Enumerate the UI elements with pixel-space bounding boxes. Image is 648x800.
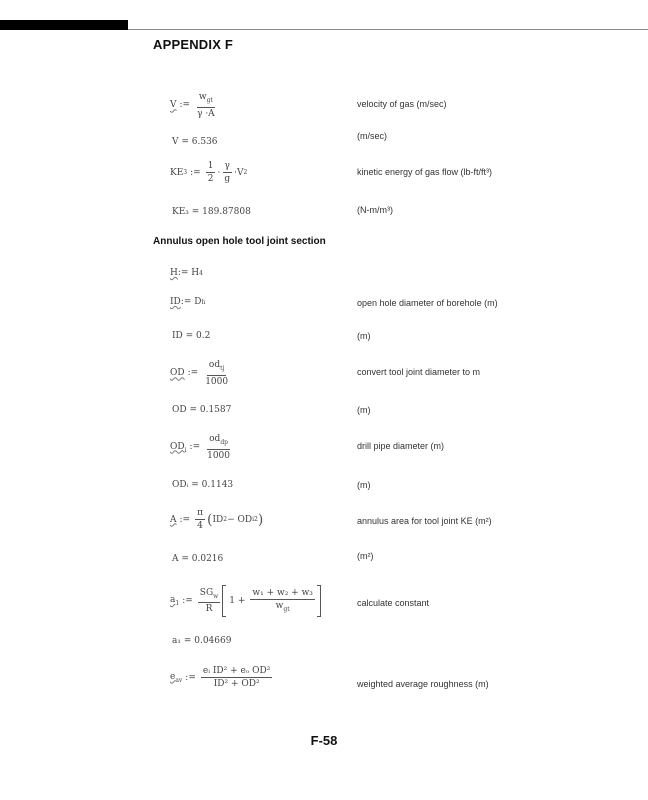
description-od-unit: (m)	[357, 405, 371, 415]
right-bracket	[317, 585, 321, 617]
eq-assign: :=	[187, 368, 199, 379]
equation-constant-value: a₁ = 0.04669	[172, 636, 232, 646]
description-roughness: weighted average roughness (m)	[357, 679, 489, 689]
frac-denominator: g	[224, 174, 231, 184]
frac-numerator: w	[198, 92, 207, 102]
eq-tail: ·V	[234, 167, 244, 178]
appendix-title: APPENDIX F	[153, 37, 234, 52]
equation-id-definition	[170, 297, 205, 307]
equation-area-value: A = 0.0216	[172, 554, 224, 564]
equation-h-definition	[170, 268, 203, 278]
frac-numerator-sub: dp	[220, 438, 228, 446]
eq-lhs: A	[170, 514, 177, 525]
eq-lhs: OD	[170, 441, 185, 452]
header-rule	[128, 29, 648, 30]
eq-rhs-sub: h	[201, 298, 206, 306]
frac-numerator: π	[197, 508, 203, 518]
eq-fraction-half	[206, 161, 216, 184]
equation-odi-value: ODᵢ = 0.1143	[172, 480, 234, 490]
frac-numerator: od	[208, 360, 221, 370]
frac-denominator: 1000	[205, 376, 229, 387]
section-title: Annulus open hole tool joint section	[153, 236, 326, 247]
eq-assign: :=	[189, 442, 201, 453]
frac-denominator: R	[205, 604, 213, 615]
frac-denominator: 1000	[207, 450, 231, 461]
eq-inner-fraction	[250, 588, 314, 615]
frac-numerator: SG	[199, 587, 214, 598]
equation-kinetic-energy-value: KE₃ = 189.87808	[172, 207, 251, 217]
frac-numerator: w₁ + w₂ + w₃	[252, 587, 313, 598]
frac-numerator: od	[209, 434, 221, 444]
eq-fraction	[198, 588, 221, 615]
description-convert-tool-joint: convert tool joint diameter to m	[357, 367, 481, 377]
equation-velocity-definition	[170, 92, 219, 119]
frac-denominator: γ ·A	[197, 108, 215, 119]
equation-odi-definition	[170, 434, 234, 461]
eq-rhs-sub: 4	[199, 269, 203, 277]
frac-denominator-sub: gt	[283, 605, 290, 613]
eq-lhs: a	[170, 595, 176, 606]
frac-numerator-sub: tj	[220, 364, 225, 372]
description-kinetic-energy-unit: (N-m/m³)	[357, 205, 393, 215]
eq-plus: 1 +	[229, 596, 246, 606]
equation-constant-definition	[170, 585, 321, 617]
eq-assign: :=	[182, 596, 193, 606]
equation-area-definition: A := $\frac{\pi}{4}$ ( ID 2 − OD i 2 )	[170, 508, 264, 531]
frac-denominator: 2	[207, 174, 214, 184]
header-bar	[0, 20, 128, 30]
eq-fraction	[205, 434, 232, 461]
eq-fraction	[195, 92, 217, 119]
frac-numerator: eᵢ ID² + eₒ OD²	[202, 666, 271, 676]
description-area-unit: (m²)	[357, 551, 374, 561]
description-velocity: velocity of gas (m/sec)	[357, 99, 447, 109]
description-id-unit: (m)	[357, 331, 371, 341]
equation-kinetic-energy-definition: KE 3 := $\frac{1}{2}$ · $\frac{\gamma}{g}$ ·V 2	[170, 161, 248, 184]
equation-velocity-value: V = 6.536	[172, 137, 218, 147]
equation-id-value: ID = 0.2	[172, 331, 211, 341]
eq-fraction	[201, 666, 273, 689]
eq-lhs-sub: i	[184, 446, 187, 454]
eq-lhs: ID	[170, 297, 181, 307]
frac-numerator: 1	[207, 161, 214, 171]
description-calculate-constant: calculate constant	[357, 598, 430, 608]
description-velocity-unit: (m/sec)	[357, 131, 387, 141]
eq-assign: :=	[190, 167, 201, 178]
description-annulus-area: annulus area for tool joint KE (m²)	[357, 516, 492, 526]
frac-denominator: w	[275, 600, 284, 611]
eq-rhs: := D	[180, 297, 202, 307]
page-number: F-58	[310, 733, 338, 748]
description-open-hole-diameter: open hole diameter of borehole (m)	[357, 298, 498, 308]
eq-body: ID	[212, 514, 224, 525]
equation-od-value: OD = 0.1587	[172, 405, 232, 415]
frac-numerator: γ	[224, 161, 230, 171]
equation-od-definition	[170, 360, 232, 387]
eq-tail-sup: 2	[243, 169, 248, 176]
eq-fraction	[195, 508, 205, 531]
eq-body2-sup: 2	[254, 516, 258, 523]
eq-lhs: V	[170, 100, 177, 111]
eq-assign: :=	[179, 514, 191, 525]
eq-lhs: H	[170, 268, 178, 278]
eq-body2-sub: i	[252, 516, 254, 523]
description-odi-unit: (m)	[357, 480, 371, 490]
eq-assign: :=	[179, 100, 191, 111]
eq-lhs-sub: av	[175, 676, 183, 684]
description-drill-pipe-diameter: drill pipe diameter (m)	[357, 441, 445, 451]
frac-denominator: 4	[197, 521, 203, 531]
eq-fraction-gamma-g	[222, 161, 232, 184]
description-kinetic-energy: kinetic energy of gas flow (lb-ft/ft³)	[357, 167, 493, 177]
frac-numerator-sub: gt	[206, 96, 213, 104]
frac-numerator-sub: w	[213, 592, 219, 600]
eq-rhs: := H	[177, 268, 200, 278]
frac-denominator: ID² + OD²	[213, 679, 260, 689]
eq-body2: − OD	[227, 514, 253, 525]
eq-lhs: OD	[170, 368, 185, 379]
eq-body-sup: 2	[223, 516, 228, 523]
eq-assign: :=	[185, 672, 196, 683]
eq-lhs: e	[170, 671, 176, 682]
eq-lhs-sub: 3	[183, 169, 188, 176]
eq-lhs: KE	[170, 167, 184, 178]
eq-fraction	[203, 360, 230, 387]
eq-lhs-sub: 1	[175, 599, 180, 607]
equation-roughness-definition	[170, 666, 274, 689]
